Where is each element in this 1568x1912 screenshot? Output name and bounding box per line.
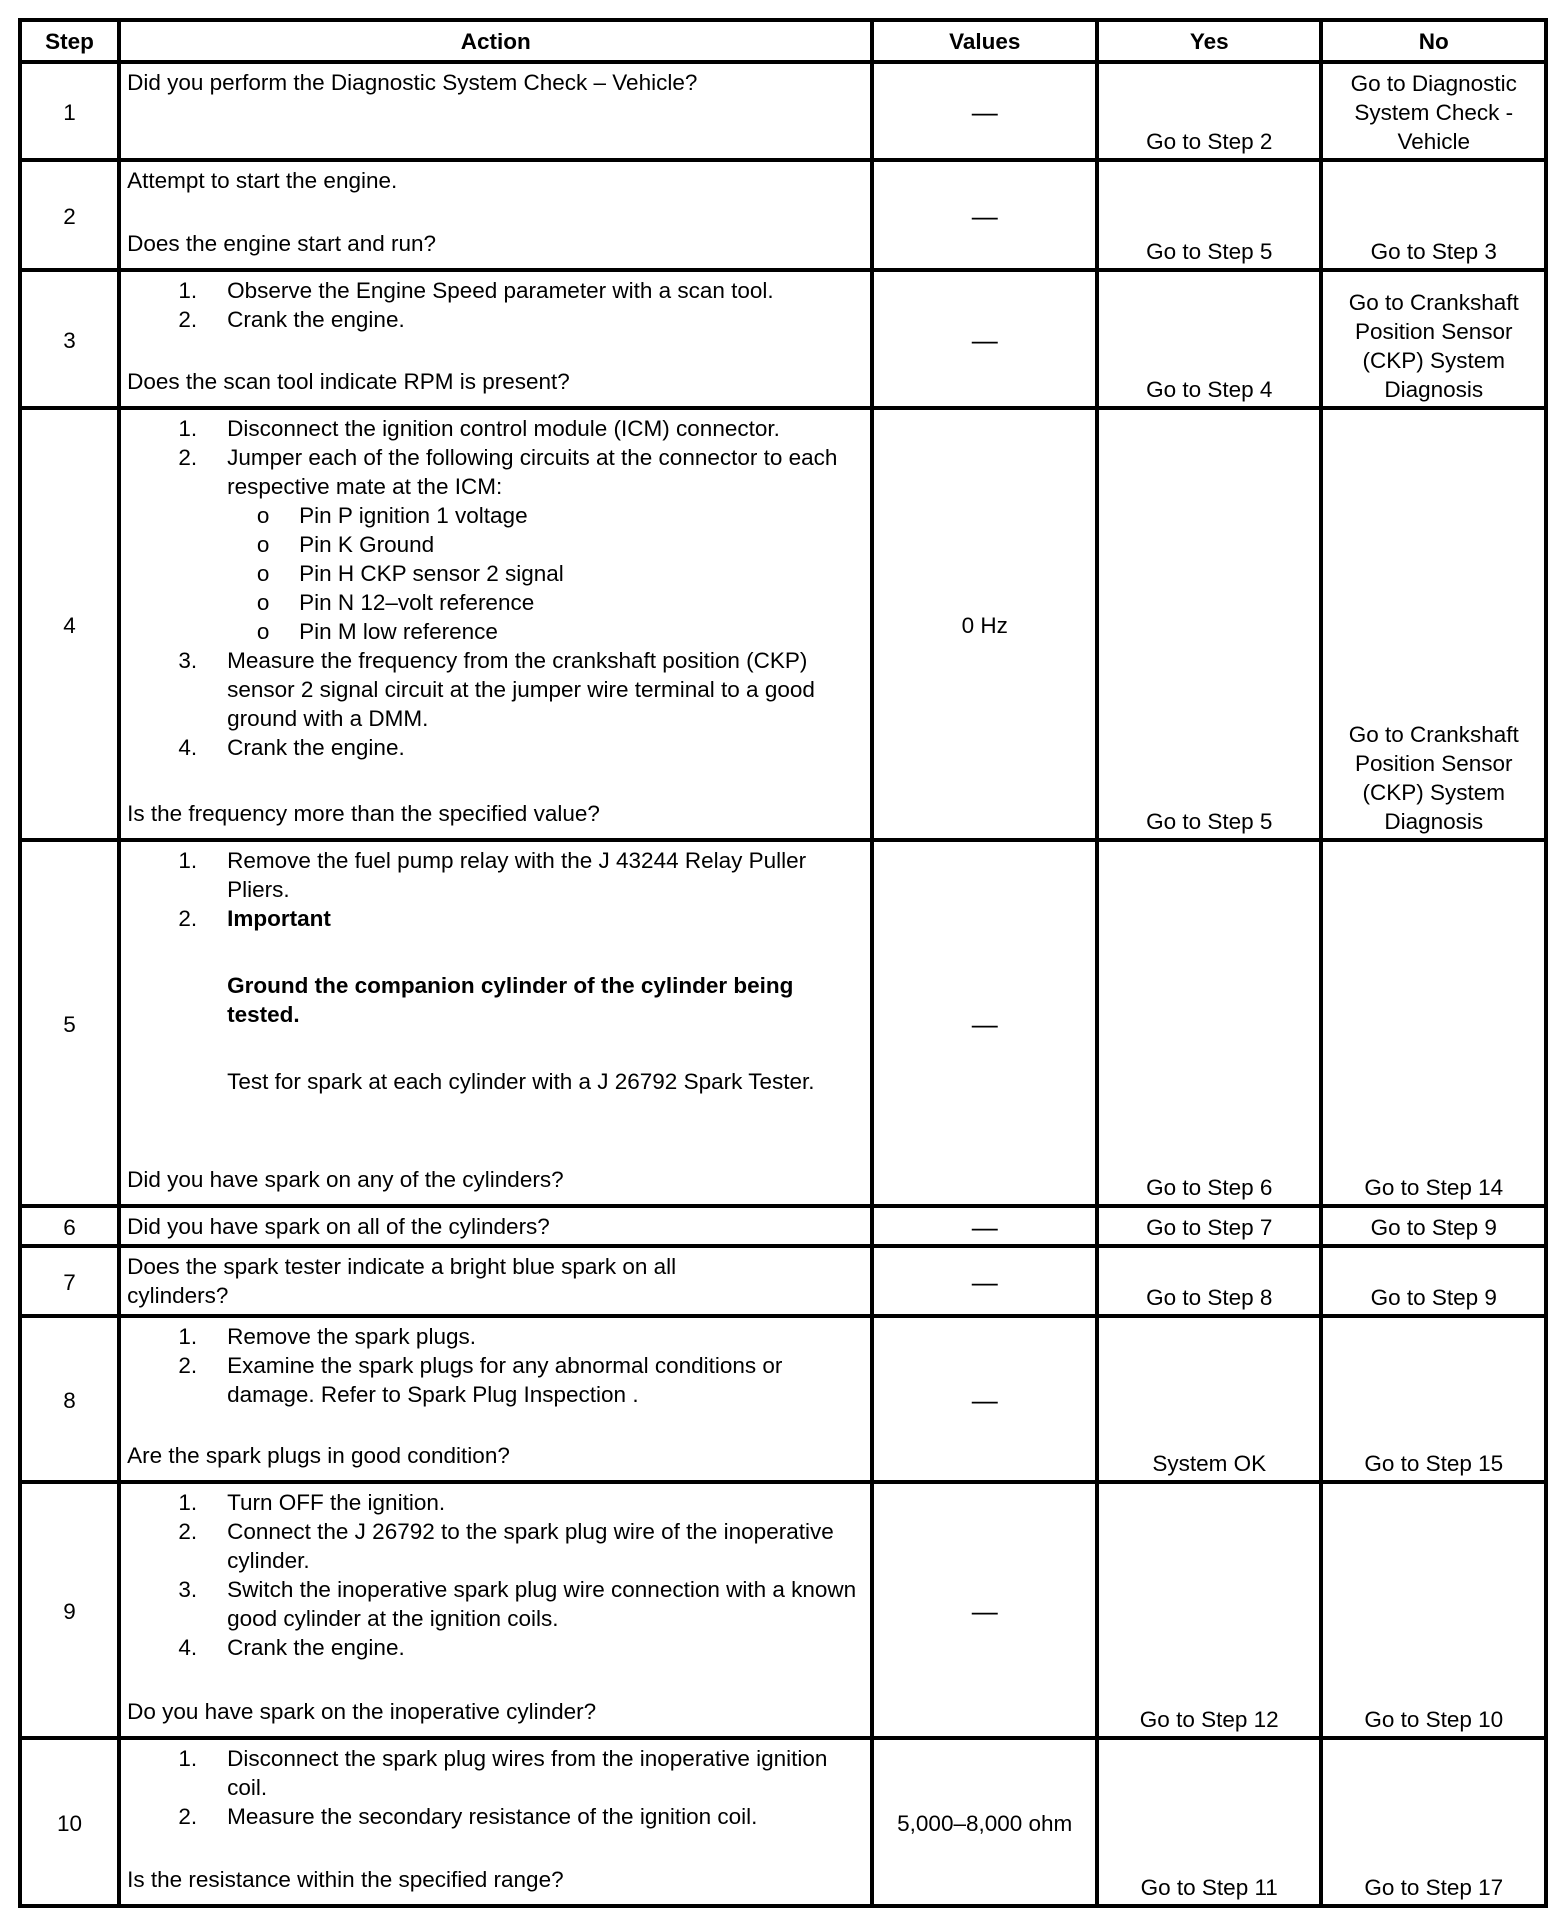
list-item: 2. Important Ground the companion cylinder of the cylinder being tested. Test for spark at each cylinder with a J 26792 Spark Tester. [127,904,864,1096]
table-row [20,160,1546,270]
header-yes: Yes [1097,20,1322,62]
diagnostic-table [18,18,1548,1908]
action-question: Does the spark tester indicate a bright blue spark on all cylinders? [127,1254,677,1308]
action-question: Is the frequency more than the specified value? [127,801,600,826]
list-item: 2. Crank the engine. [178,307,405,332]
step-number: 1 [20,62,119,160]
important-label: Important [227,906,331,931]
list-item: 3. Switch the inoperative spark plug wire connection with a known good cylinder at the ignition coils. [178,1577,857,1631]
no-cell: Go to Step 17 [1321,1738,1546,1906]
values-cell: — [872,1316,1097,1482]
action-question: Is the resistance within the specified range? [127,1867,564,1892]
table-row [20,840,1546,1206]
table-row [20,1206,1546,1246]
header-step: Step [20,20,119,62]
table-row [20,62,1546,160]
header-no: No [1321,20,1546,62]
sub-list-item: o Pin P ignition 1 voltage [256,503,528,528]
yes-cell: System OK [1097,1316,1322,1482]
table-row [20,1246,1546,1316]
yes-cell: Go to Step 6 [1097,840,1322,1206]
list-item: 2. Measure the secondary resistance of the ignition coil. [178,1804,758,1829]
yes-cell: Go to Step 5 [1097,160,1322,270]
values-cell: — [872,270,1097,408]
list-item: 1. Turn OFF the ignition. [178,1490,446,1515]
no-cell: Go to Step 10 [1321,1482,1546,1738]
action-question: Did you perform the Diagnostic System Check – Vehicle? [127,70,698,95]
step-number: 8 [20,1316,119,1482]
sub-list-item: o Pin K Ground [256,532,435,557]
list-item: 1. Disconnect the ignition control module (ICM) connector. [178,416,780,441]
yes-cell: Go to Step 5 [1097,408,1322,840]
yes-cell: Go to Step 11 [1097,1738,1322,1906]
action-question: Do you have spark on the inoperative cylinder? [127,1699,597,1724]
sub-list [227,501,864,646]
no-cell: Go to Crankshaft Position Sensor (CKP) System Diagnosis [1321,408,1546,840]
action-question: Did you have spark on all of the cylinders? [127,1214,550,1239]
action-cell [119,1246,872,1316]
action-steps [127,1322,864,1409]
table-row [20,1482,1546,1738]
action-steps [127,846,864,1096]
action-question: Did you have spark on any of the cylinders? [127,1167,564,1192]
list-item: 4. Crank the engine. [178,735,405,760]
step-number: 4 [20,408,119,840]
action-question: Does the engine start and run? [127,231,437,256]
list-item: 3. Measure the frequency from the crankshaft position (CKP) sensor 2 signal circuit at the jumper wire terminal to a good ground with a DMM. [178,648,815,731]
action-question: Are the spark plugs in good condition? [127,1443,510,1468]
yes-cell: Go to Step 8 [1097,1246,1322,1316]
values-cell: — [872,1246,1097,1316]
list-item: 4. Crank the engine. [178,1635,405,1660]
header-values: Values [872,20,1097,62]
action-steps [127,1744,864,1831]
yes-cell: Go to Step 7 [1097,1206,1322,1246]
action-cell [119,62,872,160]
no-cell: Go to Step 9 [1321,1246,1546,1316]
action-intro: Attempt to start the engine. [127,168,398,193]
sub-list-item: o Pin H CKP sensor 2 signal [256,561,564,586]
table-row [20,270,1546,408]
no-cell: Go to Crankshaft Position Sensor (CKP) System Diagnosis [1321,270,1546,408]
action-cell [119,160,872,270]
step-number: 10 [20,1738,119,1906]
important-text: Ground the companion cylinder of the cylinder being tested. [227,973,794,1027]
step-number: 6 [20,1206,119,1246]
list-item: 1. Disconnect the spark plug wires from the inoperative ignition coil. [178,1746,828,1800]
no-cell: Go to Step 14 [1321,840,1546,1206]
action-cell [119,408,872,840]
values-cell: — [872,1206,1097,1246]
action-steps [127,276,864,334]
step-number: 7 [20,1246,119,1316]
values-cell: — [872,840,1097,1206]
action-cell [119,1316,872,1482]
no-cell: Go to Diagnostic System Check - Vehicle [1321,62,1546,160]
action-question: Does the scan tool indicate RPM is present? [127,369,570,394]
step-number: 5 [20,840,119,1206]
yes-cell: Go to Step 12 [1097,1482,1322,1738]
list-item: 1. Remove the spark plugs. [178,1324,476,1349]
values-cell: 0 Hz [872,408,1097,840]
sub-list-item: o Pin N 12–volt reference [256,590,535,615]
list-item: 2. Connect the J 26792 to the spark plug wire of the inoperative cylinder. [178,1519,834,1573]
list-item: 2. Jumper each of the following circuits at the connector to each respective mate at the ICM: o Pin P ignition 1 voltage o Pin K Ground o Pin H CKP sensor 2 signal o Pin N 12–volt reference o Pin M low reference [127,443,864,646]
no-cell: Go to Step 9 [1321,1206,1546,1246]
yes-cell: Go to Step 2 [1097,62,1322,160]
list-item: 2. Examine the spark plugs for any abnormal conditions or damage. Refer to Spark Plug Inspection . [178,1353,783,1407]
test-text: Test for spark at each cylinder with a J 26792 Spark Tester. [227,1069,815,1094]
step-number: 3 [20,270,119,408]
diagnostic-table-container [18,18,1548,1908]
action-cell [119,270,872,408]
table-row [20,1316,1546,1482]
action-cell [119,1206,872,1246]
header-action: Action [119,20,872,62]
values-cell: — [872,62,1097,160]
no-cell: Go to Step 3 [1321,160,1546,270]
table-row [20,1738,1546,1906]
list-item: 1. Observe the Engine Speed parameter with a scan tool. [178,278,774,303]
yes-cell: Go to Step 4 [1097,270,1322,408]
values-cell: — [872,160,1097,270]
action-cell [119,840,872,1206]
values-cell: — [872,1482,1097,1738]
action-steps [127,1488,864,1662]
action-cell [119,1738,872,1906]
header-row [20,20,1546,62]
table-row [20,408,1546,840]
sub-list-item: o Pin M low reference [256,619,498,644]
action-cell [119,1482,872,1738]
step-number: 9 [20,1482,119,1738]
action-steps [127,414,864,762]
values-cell: 5,000–8,000 ohm [872,1738,1097,1906]
step-number: 2 [20,160,119,270]
list-item: 1. Remove the fuel pump relay with the J 43244 Relay Puller Pliers. [178,848,807,902]
no-cell: Go to Step 15 [1321,1316,1546,1482]
